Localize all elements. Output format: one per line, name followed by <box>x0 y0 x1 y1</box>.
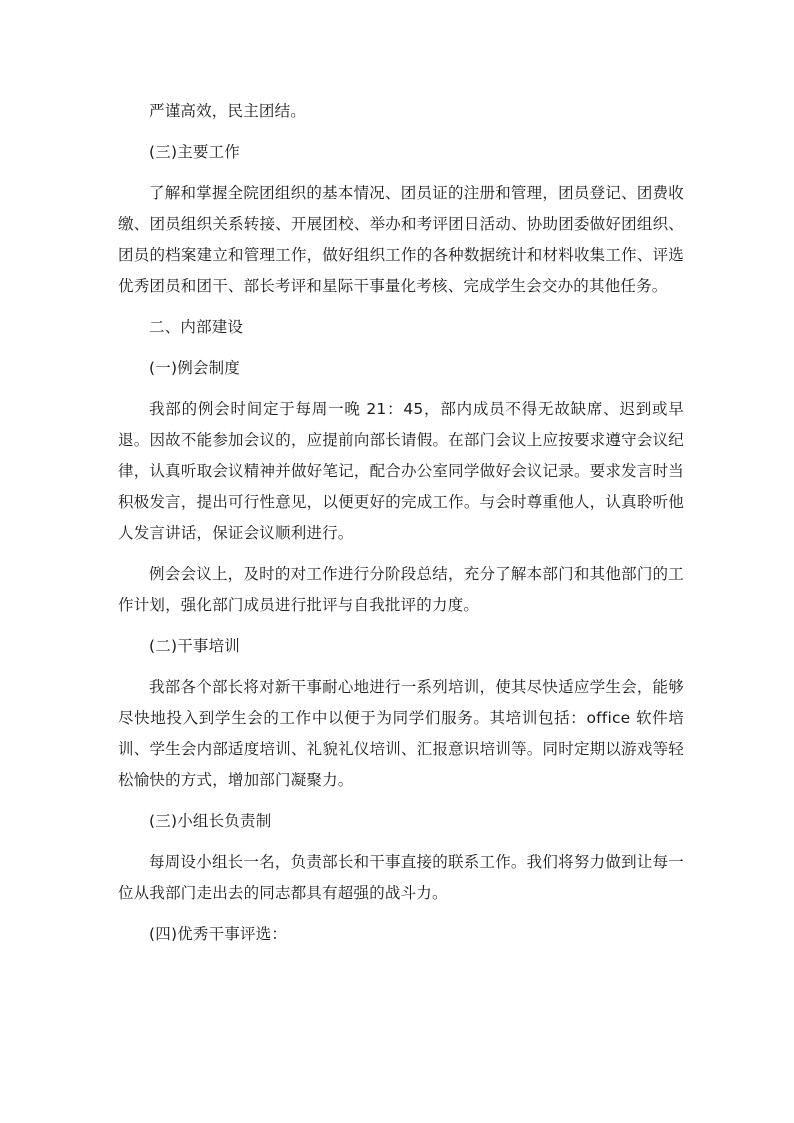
paragraph: 严谨高效，民主团结。 <box>149 102 307 120</box>
section-heading: (一)例会制度 <box>149 359 240 377</box>
section-heading: (三)主要工作 <box>149 143 240 161</box>
paragraph: 例会会议上，及时的对工作进行分阶段总结，充分了解本部门和其他部门的工作计划，强化部门成员进行批评与自我批评的力度。 <box>118 565 684 614</box>
section-heading: (四)优秀干事评选： <box>149 925 288 943</box>
paragraph: 每周设小组长一名，负责部长和干事直接的联系工作。我们将努力做到让每一位从我部门走出去的同志都具有超强的战斗力。 <box>118 853 684 902</box>
section-heading: (二)干事培训 <box>149 637 240 655</box>
section-heading: (三)小组长负责制 <box>149 812 272 830</box>
section-heading: 二、内部建设 <box>149 318 244 336</box>
document-body <box>118 96 684 960</box>
paragraph: 我部各个部长将对新干事耐心地进行一系列培训，使其尽快适应学生会，能够尽快地投入到学生会的工作中以便于为同学们服务。其培训包括：office 软件培训、学生会内部适度培训、礼貌礼仪培训、汇报意识培训等。同时定期以游戏等轻松愉快的方式，增加部门凝聚力。 <box>118 678 684 789</box>
paragraph: 我部的例会时间定于每周一晚 21：45，部内成员不得无故缺席、迟到或早退。因故不能参加会议的，应提前向部长请假。在部门会议上应按要求遵守会议纪律，认真听取会议精神并做好笔记，配合办公室同学做好会议记录。要求发言时当积极发言，提出可行性意见，以便更好的完成工作。与会时尊重他人，认真聆听他人发言讲话，保证会议顺利进行。 <box>118 400 684 542</box>
paragraph: 了解和掌握全院团组织的基本情况、团员证的注册和管理，团员登记、团费收缴、团员组织关系转接、开展团校、举办和考评团日活动、协助团委做好团组织、团员的档案建立和管理工作，做好组织工作的各种数据统计和材料收集工作、评选优秀团员和团干、部长考评和星际干事量化考核、完成学生会交办的其他任务。 <box>118 184 684 295</box>
